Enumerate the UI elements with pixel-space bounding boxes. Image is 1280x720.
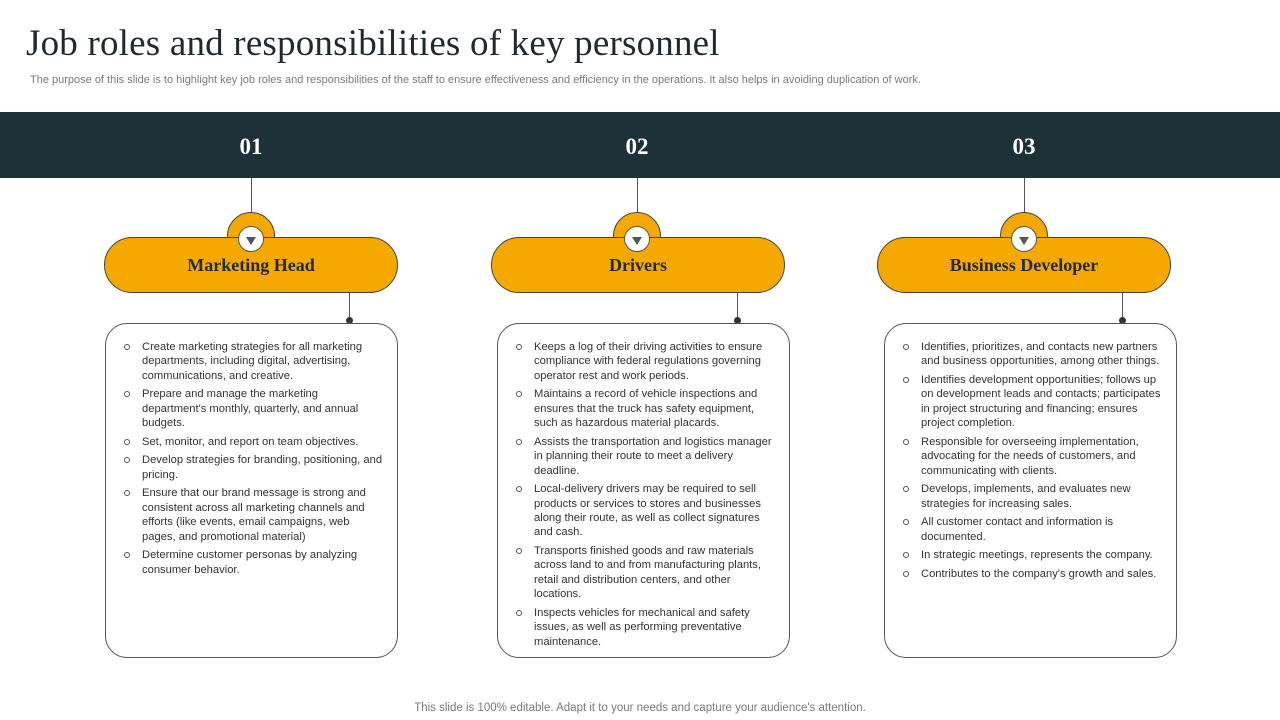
role-number-2: 02	[625, 134, 649, 159]
list-item: Assists the transportation and logistics manager in planning their route to meet a delivery deadline.	[534, 435, 777, 478]
page-subtitle: The purpose of this slide is to highlight key job roles and responsibilities of the staff to ensure effectiveness and efficiency in the operations. It also helps in avoiding duplication of work.	[30, 74, 921, 86]
arrow-down-icon	[1019, 237, 1029, 245]
list-item: Create marketing strategies for all marketing departments, including digital, advertising, communications, and creative.	[142, 340, 385, 383]
list-item: In strategic meetings, represents the company.	[921, 548, 1164, 562]
responsibilities-list-3	[885, 324, 1176, 581]
arrow-down-icon	[246, 237, 256, 245]
card-connector-1	[349, 293, 350, 320]
responsibilities-list-2	[498, 324, 789, 649]
role-number-1: 01	[239, 134, 263, 159]
list-item: Identifies, prioritizes, and contacts new partners and business opportunities, among other things.	[921, 340, 1164, 369]
list-item: Keeps a log of their driving activities to ensure compliance with federal regulations governing operator rest and work periods.	[534, 340, 777, 383]
role-title-1: Marketing Head	[187, 254, 315, 275]
list-item: Local-delivery drivers may be required to sell products or services to stores and businesses along their route, as well as collect signatures and cash.	[534, 482, 777, 540]
page-title: Job roles and responsibilities of key personnel	[26, 23, 720, 64]
list-item: Develops, implements, and evaluates new strategies for increasing sales.	[921, 482, 1164, 511]
role-title-2: Drivers	[609, 254, 667, 275]
card-connector-3	[1122, 293, 1123, 320]
list-item: Determine customer personas by analyzing consumer behavior.	[142, 548, 385, 577]
list-item: Responsible for overseeing implementation, advocating for the needs of customers, and communicating with clients.	[921, 435, 1164, 478]
role-number-3: 03	[1012, 134, 1036, 159]
responsibilities-list-1	[106, 324, 397, 577]
list-item: Contributes to the company's growth and sales.	[921, 567, 1164, 581]
list-item: Prepare and manage the marketing department's monthly, quarterly, and annual budgets.	[142, 387, 385, 430]
responsibilities-card-2	[497, 323, 790, 658]
list-item: Set, monitor, and report on team objectives.	[142, 435, 385, 449]
list-item: Inspects vehicles for mechanical and safety issues, as well as performing preventative maintenance.	[534, 606, 777, 649]
list-item: Identifies development opportunities; follows up on development leads and contacts; participates in project structuring and financing; ensures project completion.	[921, 373, 1164, 431]
footer-note: This slide is 100% editable. Adapt it to your needs and capture your audience's attention.	[414, 702, 866, 714]
list-item: Transports finished goods and raw materials across land to and from manufacturing plants, retail and distribution centers, and other locations.	[534, 544, 777, 602]
card-connector-2	[737, 293, 738, 320]
list-item: Develop strategies for branding, positioning, and pricing.	[142, 453, 385, 482]
responsibilities-card-1	[105, 323, 398, 658]
list-item: All customer contact and information is documented.	[921, 515, 1164, 544]
list-item: Ensure that our brand message is strong and consistent across all marketing channels and efforts (like events, email campaigns, web pages, and promotional material)	[142, 486, 385, 544]
role-title-3: Business Developer	[949, 254, 1099, 275]
list-item: Maintains a record of vehicle inspections and ensures that the truck has safety equipment, such as hazardous material placards.	[534, 387, 777, 430]
responsibilities-card-3	[884, 323, 1177, 658]
arrow-down-icon	[632, 237, 642, 245]
